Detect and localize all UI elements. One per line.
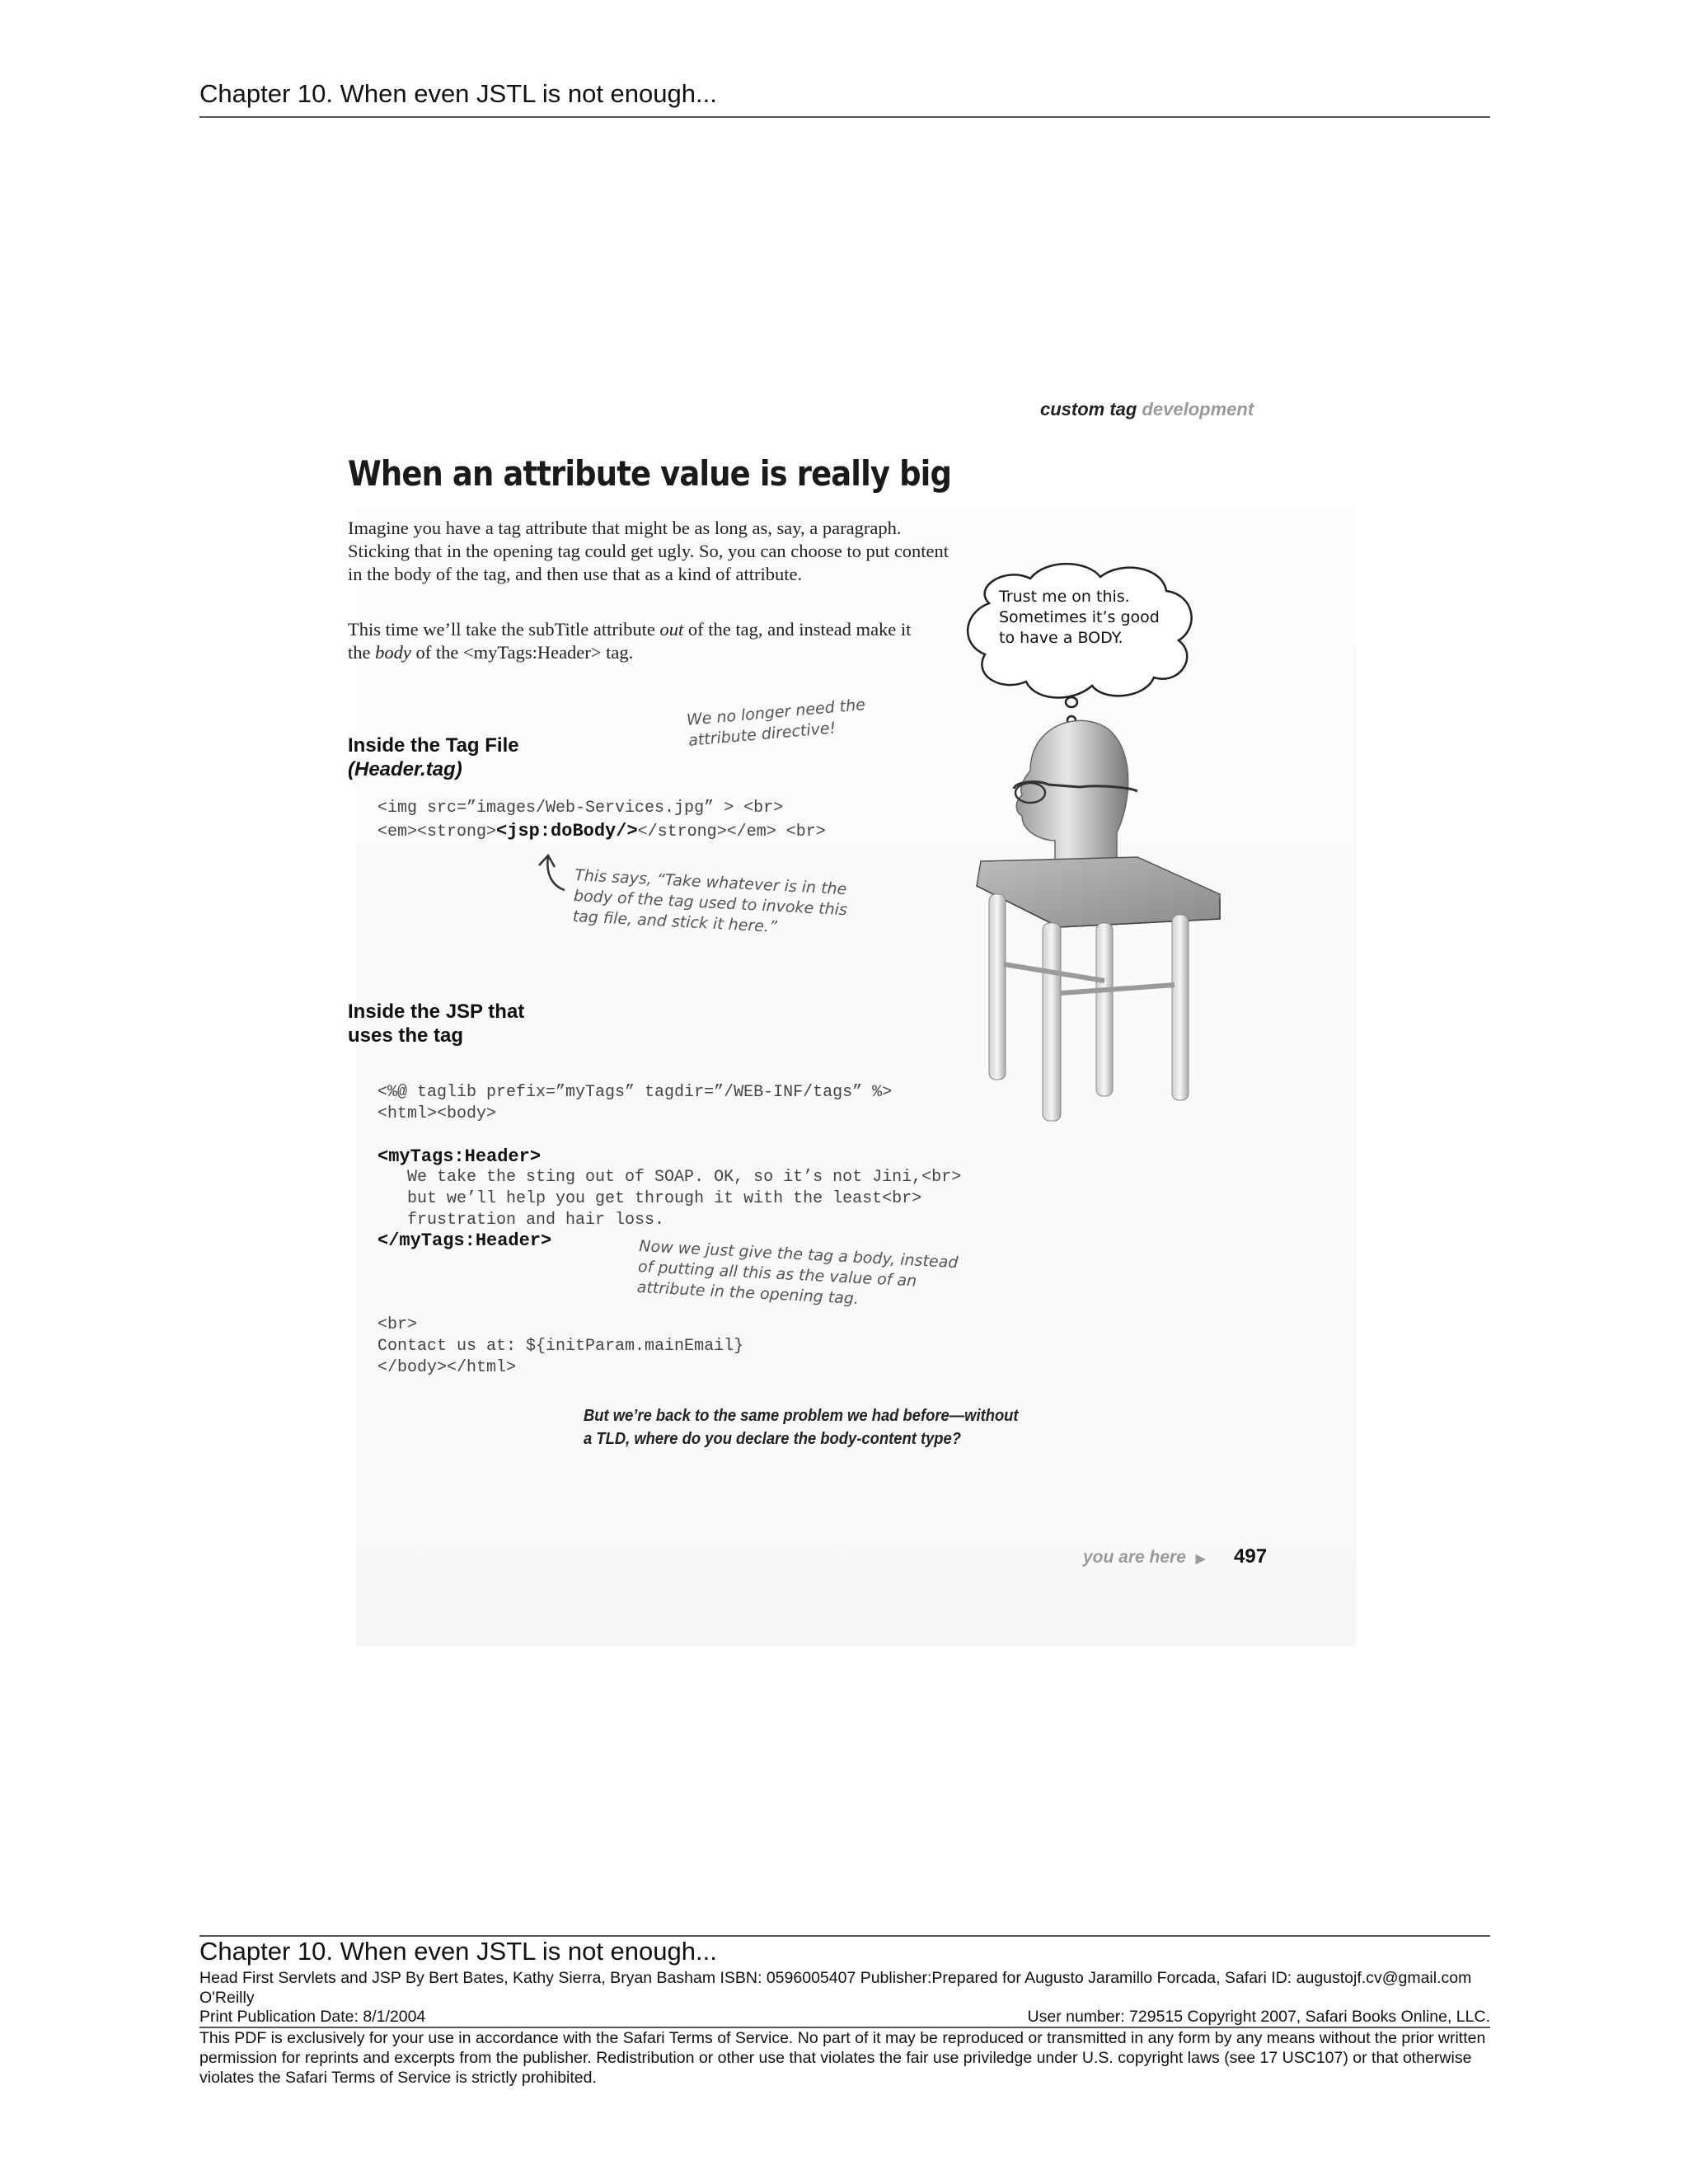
section-jsp-heading-line1: Inside the JSP that <box>348 1001 525 1023</box>
handnote-tag-body: Now we just give the tag a body, instead of putting all this as the value of an attribute in the opening tag. <box>636 1236 959 1309</box>
section-tagfile-heading-line1: Inside the Tag File <box>348 734 519 757</box>
handnote-no-attribute-directive: We no longer need the attribute directive! <box>686 696 866 750</box>
page-number: 497 <box>1234 1545 1268 1568</box>
header-divider <box>199 116 1490 118</box>
p2-part-2: of the tag, and instead make it the <box>348 619 912 663</box>
jsp-code-body-line3: frustration and hair loss. <box>377 1211 665 1230</box>
you-are-here-text: you are here <box>1083 1548 1186 1567</box>
footer-date-row <box>199 2008 1490 2027</box>
you-are-here-label <box>1083 1548 1205 1568</box>
jsp-code-body-line1: We take the sting out of SOAP. OK, so it’s not Jini,<br> <box>377 1168 962 1187</box>
running-head-primary: custom tag <box>1040 399 1137 419</box>
curved-arrow-icon <box>528 849 577 898</box>
tagfile-code-em-close: </strong></em> <br> <box>637 823 826 841</box>
jsp-code-close-header-tag: </myTags:Header> <box>377 1230 552 1251</box>
p2-body: body <box>375 642 411 663</box>
jsp-code-body-line2: but we’ll help you get through it with the least<br> <box>377 1189 922 1208</box>
footer-user-copyright: User number: 729515 Copyright 2007, Safari Books Online, LLC. <box>1027 2008 1490 2026</box>
p2-part-3: of the <myTags:Header> tag. <box>410 642 634 663</box>
section-tagfile-heading-line2: (Header.tag) <box>348 758 462 780</box>
paragraph-subtitle-body <box>348 618 925 664</box>
callout-line-2: a TLD, where do you declare the body-content type? <box>584 1430 962 1448</box>
section-tagfile-heading <box>348 733 519 781</box>
footer-print-date: Print Publication Date: 8/1/2004 <box>199 2008 426 2026</box>
pdf-header-chapter-title: Chapter 10. When even JSTL is not enough... <box>199 79 717 108</box>
closing-callout <box>584 1404 1019 1451</box>
handnote-dobody-explanation: This says, “Take whatever is in the body of the tag used to invoke this tag file, and stick it here.” <box>572 865 848 936</box>
page-title: When an attribute value is really big <box>348 453 952 494</box>
thought-line-3: to have a BODY. <box>999 629 1123 647</box>
jsp-code-taglib: <%@ taglib prefix=”myTags” tagdir=”/WEB-INF/tags” %> <box>377 1083 893 1102</box>
footer-chapter-title: Chapter 10. When even JSTL is not enough... <box>199 1937 717 1966</box>
thought-bubble-text <box>999 587 1160 649</box>
tagfile-code-line2 <box>377 821 826 843</box>
jsp-code-br: <br> <box>377 1315 418 1334</box>
head-on-stool-illustration <box>964 709 1245 1154</box>
footer-publisher: O'Reilly <box>199 1989 255 2007</box>
footer-license: This PDF is exclusively for your use in accordance with the Safari Terms of Service. No part of it may be reproduced or transmitted in any form by any means without the prior written permission for reprints and excerpts from the publisher. Redistribution or other use that violates the fair use priviledge under U.S. copyright laws (see 17 USC107) or that otherwise violates the Safari Terms of Service is strictly prohibited. <box>199 2029 1486 2087</box>
footer-book-info: Head First Servlets and JSP By Bert Bates, Kathy Sierra, Bryan Basham ISBN: 0596005407 Publisher:Prepared for Augusto Jaramillo Forcada, Safari ID: augustojf.cv@gmail.com <box>199 1969 1472 1987</box>
thought-line-1: Trust me on this. <box>999 588 1130 606</box>
thought-line-2: Sometimes it’s good <box>999 608 1160 626</box>
running-head-secondary: development <box>1142 399 1254 419</box>
tagfile-code-em-open: <em><strong> <box>377 823 497 841</box>
triangle-right-icon: ▶ <box>1195 1552 1206 1566</box>
running-head <box>1040 399 1254 420</box>
section-jsp-heading-line2: uses the tag <box>348 1024 464 1047</box>
jsp-code-open-header-tag: <myTags:Header> <box>377 1146 542 1167</box>
jsp-code-contact: Contact us at: ${initParam.mainEmail} <box>377 1337 744 1356</box>
jsp-code-close-html: </body></html> <box>377 1358 517 1377</box>
jsp-code-html-body: <html><body> <box>377 1104 497 1123</box>
tagfile-code-line1: <img src=”images/Web-Services.jpg” > <br> <box>377 799 784 818</box>
callout-line-1: But we’re back to the same problem we had before—without <box>584 1407 1019 1425</box>
section-jsp-heading <box>348 1000 524 1047</box>
jsp-dobody-code: <jsp:doBody/> <box>496 821 638 841</box>
p2-part-1: This time we’ll take the subTitle attribute <box>348 619 660 640</box>
intro-paragraph: Imagine you have a tag attribute that might be as long as, say, a paragraph. Sticking that in the opening tag could get ugly. So, you can choose to put content in the body of the tag, and then use that as a kind of attribute. <box>348 518 950 584</box>
p2-out: out <box>659 619 684 640</box>
